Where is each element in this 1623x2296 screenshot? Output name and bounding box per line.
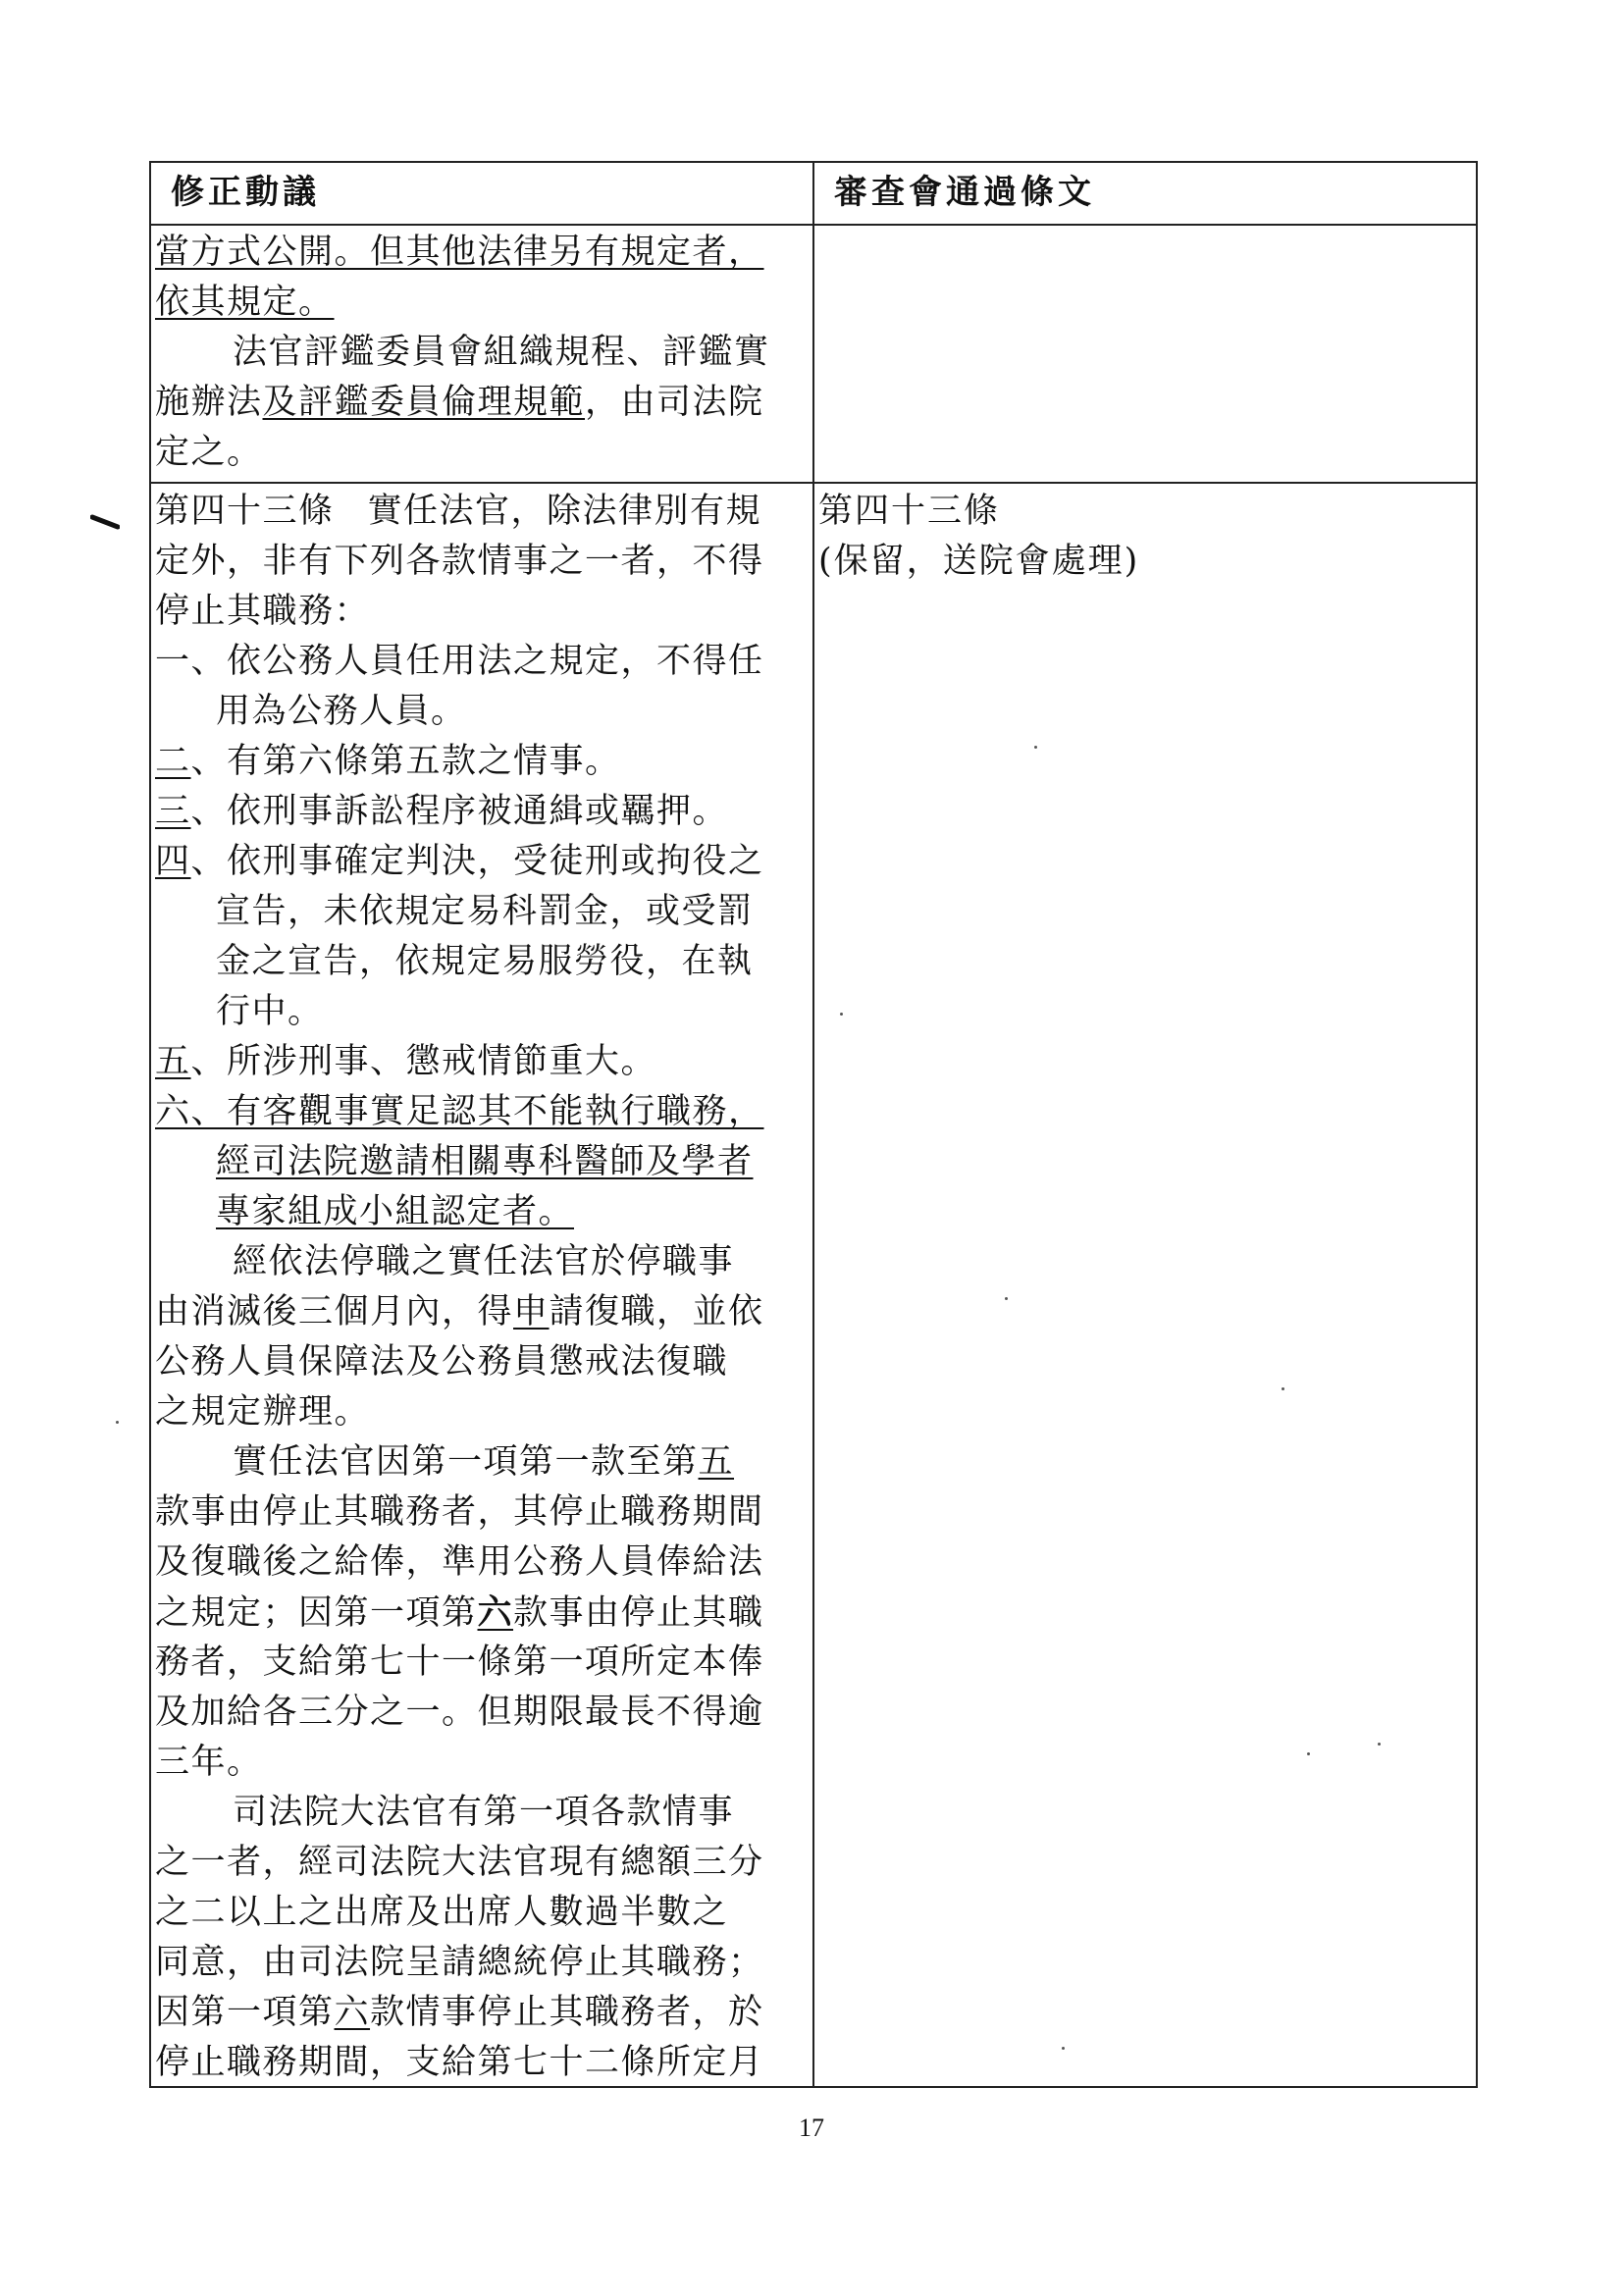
item-number: 二: [155, 742, 191, 781]
row-divider: [151, 482, 1476, 484]
row1-left-cell: [155, 228, 770, 478]
text-line: 施辦法: [155, 383, 263, 422]
list-item: 一、依公務人員任用法之規定，不得任: [155, 642, 764, 681]
row2-left-cell: [155, 487, 764, 2088]
text-line: 申: [513, 1292, 550, 1331]
header-committee-text: 審查會通過條文: [834, 173, 1095, 212]
text-line: 款事由停止其職務者，其停止職務期間: [155, 1492, 764, 1532]
text-line: (保留，送院會處理): [818, 542, 1140, 581]
text-line: 款事由停止其職: [513, 1593, 764, 1633]
text-line: 三年。: [155, 1743, 263, 1782]
list-item: 行中。: [216, 992, 324, 1031]
item-number: 三: [155, 792, 191, 831]
text-line: 法官評鑑委員會組織規程、評鑑實: [233, 333, 770, 372]
scan-speck: [116, 1421, 119, 1424]
text-line: 之規定；因第一項第: [155, 1593, 478, 1633]
text-line: 請復職，並依: [549, 1292, 764, 1331]
list-item: 六、有客觀事實足認其不能執行職務，: [155, 1092, 764, 1131]
text-line: 實任法官因第一項第一款至第: [233, 1442, 699, 1482]
scan-speck: [1005, 1297, 1008, 1300]
article-number: 第四十三條: [818, 492, 1001, 531]
text-line: 停止職務期間，支給第七十二條所定月: [155, 2043, 764, 2082]
column-divider: [812, 163, 814, 2086]
comparison-table: [149, 161, 1478, 2088]
text-line: 實任法官，除法律別有規: [367, 492, 762, 531]
list-item: 金之宣告，依規定易服勞役，在執: [216, 942, 754, 981]
pen-mark-icon: [90, 514, 120, 530]
text-line: 款情事停止其職務者，於: [370, 1993, 764, 2032]
list-item: 、依刑事訴訟程序被通緝或羈押。: [190, 792, 729, 831]
scan-speck: [1378, 1743, 1381, 1746]
text-line: 當方式公開。但其他法律另有規定者，: [155, 233, 764, 272]
text-line: 之一者，經司法院大法官現有總額三分: [155, 1843, 764, 1882]
scan-speck: [840, 1013, 843, 1016]
text-line: 依其規定。: [155, 283, 335, 322]
text-line: 務者，支給第七十一條第一項所定本俸: [155, 1643, 764, 1682]
text-line: 之規定辦理。: [155, 1392, 371, 1432]
list-item: 專家組成小組認定者。: [216, 1192, 575, 1231]
page-number: 17: [799, 2113, 824, 2142]
text-line: 及復職後之給俸，準用公務人員俸給法: [155, 1542, 764, 1582]
article-number: 第四十三條: [155, 492, 335, 531]
text-line: 五: [698, 1442, 735, 1482]
text-line: 經依法停職之實任法官於停職事: [233, 1242, 735, 1281]
text-line: 同意，由司法院呈請總統停止其職務；: [155, 1943, 764, 1982]
text-line: 停止其職務：: [155, 592, 371, 631]
scan-speck: [1282, 1387, 1284, 1390]
text-line: 及加給各三分之一。但期限最長不得逾: [155, 1693, 764, 1732]
item-number: 五: [155, 1042, 191, 1081]
text-line: 因第一項第: [155, 1993, 335, 2032]
row2-right-cell: [818, 487, 1139, 587]
scan-speck: [1062, 2047, 1065, 2050]
text-line: ，由司法院: [585, 383, 764, 422]
list-item: 用為公務人員。: [216, 692, 467, 731]
list-item: 宣告，未依規定易科罰金，或受罰: [216, 892, 754, 931]
text-line: 之二以上之出席及出席人數過半數之: [155, 1893, 729, 1932]
list-item: 經司法院邀請相關專科醫師及學者: [216, 1142, 754, 1181]
scan-speck: [1034, 746, 1037, 749]
scan-speck: [1307, 1752, 1310, 1755]
text-line: 定之。: [155, 433, 263, 472]
header-amendment-motion: 修正動議: [171, 173, 320, 212]
text-line: 公務人員保障法及公務員懲戒法復職: [155, 1342, 729, 1382]
list-item: 、有第六條第五款之情事。: [190, 742, 621, 781]
text-line: 及評鑑委員倫理規範: [262, 383, 586, 422]
list-item: 、所涉刑事、懲戒情節重大。: [190, 1042, 657, 1081]
text-line: 定外，非有下列各款情事之一者，不得: [155, 542, 764, 581]
text-line: 六: [477, 1592, 514, 1633]
text-line: 司法院大法官有第一項各款情事: [233, 1793, 735, 1832]
header-divider: [151, 224, 1476, 226]
list-item: 、依刑事確定判決，受徒刑或拘役之: [190, 842, 764, 881]
text-line: 由消滅後三個月內，得: [155, 1292, 514, 1331]
text-line: 六: [334, 1993, 371, 2032]
item-number: 四: [155, 842, 191, 881]
